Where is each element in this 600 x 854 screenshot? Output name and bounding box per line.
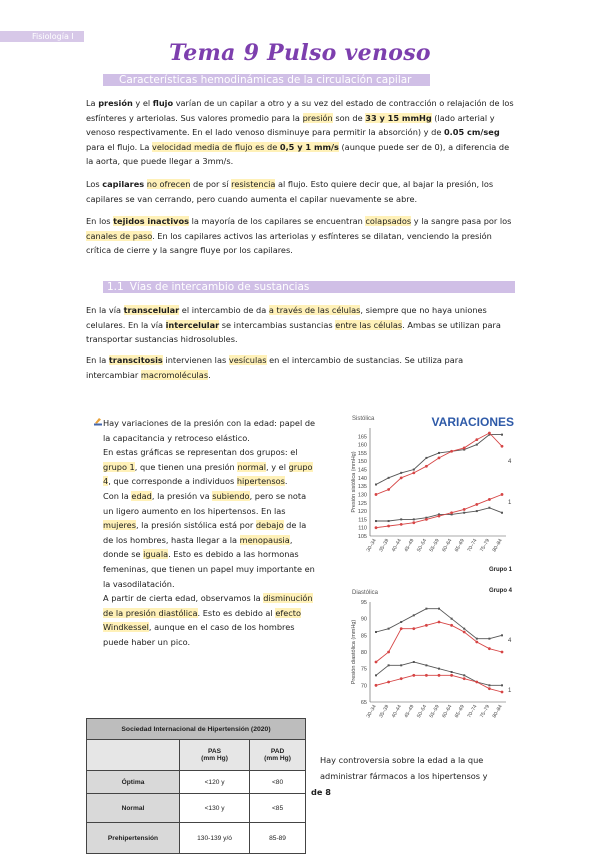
data-point: [450, 624, 453, 627]
paragraph-capillaries: Los capilares no ofrecen de por sí resistencia al flujo. Esto quiere decir que, al bajar la presión, los capilares se van cerrando, pero cuando aumenta el capilar nuevamente se abre.: [86, 179, 494, 204]
data-point: [476, 510, 478, 512]
data-point: [387, 681, 390, 684]
x-tick-label: 55–59: [428, 538, 441, 554]
chart-title: VARIACIONES: [431, 415, 514, 429]
data-point: [475, 503, 478, 506]
data-point: [501, 445, 504, 448]
series-line: [376, 609, 502, 639]
data-point: [412, 627, 415, 630]
y-tick-label: 140: [357, 475, 367, 482]
page-title: Tema 9 Pulso venoso: [169, 40, 431, 66]
data-point: [438, 668, 440, 670]
x-tick-label: 75–79: [478, 704, 492, 720]
group-annotation: Grupo 1: [488, 567, 512, 573]
section-heading-exchange: [103, 281, 515, 293]
x-tick-label: 40–44: [390, 538, 403, 554]
table-row: Prehipertensión 130-139 y/ó 85-89: [87, 823, 306, 854]
data-point: [488, 684, 490, 686]
data-point: [375, 661, 378, 664]
data-point: [475, 681, 478, 684]
data-point: [375, 483, 377, 485]
data-point: [400, 518, 402, 520]
x-tick-label: 75–79: [478, 538, 492, 554]
data-point: [501, 651, 504, 654]
data-point: [388, 477, 390, 479]
data-point: [463, 447, 466, 450]
series-label: 1: [508, 500, 512, 506]
data-point: [413, 661, 415, 663]
series-line: [376, 435, 502, 485]
data-point: [438, 457, 441, 460]
x-tick-label: 55–59: [428, 704, 441, 720]
y-tick-label: 125: [357, 500, 367, 507]
data-point: [375, 520, 377, 522]
data-point: [463, 674, 465, 676]
data-point: [375, 631, 377, 633]
data-point: [438, 674, 441, 677]
data-point: [412, 471, 415, 474]
data-point: [425, 465, 428, 468]
x-tick-label: 80–84: [491, 704, 504, 720]
data-point: [400, 621, 402, 623]
data-point: [375, 526, 378, 529]
table-row: Óptima <120 y <80: [87, 771, 306, 794]
x-tick-label: 40–44: [390, 704, 403, 720]
y-tick-label: 65: [360, 700, 367, 706]
y-tick-label: 135: [357, 484, 367, 491]
data-point: [438, 621, 441, 624]
y-tick-label: 145: [357, 467, 367, 474]
data-point: [425, 518, 428, 521]
data-point: [400, 677, 403, 680]
group-annotation: Grupo 4: [488, 588, 512, 594]
y-tick-label: 120: [357, 509, 367, 516]
data-point: [425, 608, 427, 610]
x-tick-label: 30–34: [365, 538, 378, 554]
data-point: [463, 628, 465, 630]
x-tick-label: 50–54: [415, 704, 429, 720]
data-point: [488, 432, 491, 435]
x-tick-label: 80–84: [491, 538, 504, 554]
data-point: [488, 498, 491, 501]
data-point: [488, 687, 491, 690]
table-header-pas: PAS (mm Hg): [180, 740, 250, 771]
table-header-empty: [87, 740, 180, 771]
x-tick-label: 65–69: [453, 704, 466, 720]
data-point: [413, 518, 415, 520]
table-row: Normal <130 y <85: [87, 794, 306, 823]
pen-bullet-icon: [94, 417, 103, 427]
data-point: [450, 450, 453, 453]
section-number: 1.1: [107, 281, 124, 293]
y-tick-label: 110: [358, 525, 367, 532]
y-tick-label: 80: [360, 650, 367, 656]
data-point: [425, 457, 427, 459]
side-note: Hay controversia sobre la edad a la que administrar fármacos a los hipertensos y: [320, 755, 488, 781]
y-tick-label: 150: [357, 459, 367, 466]
y-tick-label: 95: [360, 600, 367, 606]
series-label: 4: [508, 459, 512, 465]
x-tick-label: 45–49: [403, 704, 416, 720]
section-heading-text: Vías de intercambio de sustancias: [129, 281, 310, 293]
chart-subtitle: Sistólica: [352, 416, 375, 422]
series-line: [376, 495, 502, 528]
data-point: [387, 651, 390, 654]
section-heading-text: Características hemodinámicas de la circulación capilar: [119, 74, 412, 86]
data-point: [488, 507, 490, 509]
x-tick-label: 65–69: [453, 538, 466, 554]
x-tick-label: 60–64: [441, 538, 454, 554]
y-tick-label: 70: [360, 683, 367, 690]
data-point: [388, 628, 390, 630]
data-point: [501, 684, 503, 686]
data-point: [488, 638, 490, 640]
x-tick-label: 70–74: [466, 538, 479, 554]
y-tick-label: 85: [360, 633, 367, 640]
bullet-age-variation: Hay variaciones de la presión con la edad: papel de la capacitancia y retroceso elástico. En estas gráficas se representan dos grupos: el grupo 1, que tienen una presión normal, y el grupo 4, que corresponde a individuos hipertensos. Con la edad, la presión va subiendo, pero se nota un ligero aumento en los hipertensos. En las mujeres, la presión sistólica está por debajo de la de los hombres, hasta llegar a la menopausia, donde se iguala. Esto es debido a las hormonas femeninas, que tienen un papel muy importante en la vasodilatación. A partir de cierta edad, observamos la disminución de la presión diastólica. Esto es debido al efecto Windkessel, aunque en el caso de los hombres puede haber un pico.: [103, 416, 318, 650]
page-number: de 8: [311, 787, 331, 797]
y-tick-label: 165: [357, 434, 367, 441]
y-axis-label: Presión sistólica (mmHg): [351, 451, 357, 513]
table-header-pad: PAD (mm Hg): [250, 740, 306, 771]
data-point: [501, 512, 503, 514]
data-point: [375, 684, 378, 687]
subject-tag: Fisiología I: [0, 31, 84, 42]
data-point: [375, 674, 377, 676]
paragraph-inactive-tissue: En los tejidos inactivos la mayoría de los capilares se encuentran colapsados y la sangre pasa por los canales de paso. En los capilares activos las arteriolas y esfínteres se dilatan, venciendo la presión crítica de cierre y la sangre fluye por los capilares.: [86, 216, 512, 256]
x-tick-label: 35–39: [378, 538, 391, 554]
data-point: [438, 515, 441, 518]
series-line: [376, 662, 502, 685]
data-point: [413, 469, 415, 471]
data-point: [476, 444, 478, 446]
data-point: [475, 438, 478, 441]
data-point: [438, 452, 440, 454]
data-point: [475, 641, 478, 644]
data-point: [387, 488, 390, 491]
x-tick-label: 50–54: [415, 538, 429, 554]
paragraph-pathways: En la vía transcelular el intercambio de da a través de las células, siempre que no haya uniones celulares. En la vía intercelular se intercambias sustancias entre las células. Ambas se utilizan para transportar sustancias hidrosolubles.: [86, 305, 501, 345]
x-tick-label: 60–64: [441, 704, 454, 720]
data-point: [400, 476, 403, 479]
x-tick-label: 35–39: [378, 704, 391, 720]
data-point: [450, 674, 453, 677]
x-tick-label: 30–34: [365, 704, 378, 720]
data-point: [501, 493, 504, 496]
y-tick-label: 115: [358, 517, 367, 524]
chart-subtitle: Diastólica: [352, 590, 379, 596]
data-point: [412, 521, 415, 524]
data-point: [476, 638, 478, 640]
y-tick-label: 160: [357, 442, 367, 449]
data-point: [413, 614, 415, 616]
diastolic-chart: [330, 580, 520, 740]
data-point: [388, 664, 390, 666]
data-point: [425, 664, 427, 666]
hypertension-table: [86, 718, 306, 854]
paragraph-transcytosis: En la transcitosis intervienen las vesículas en el intercambio de sustancias. Se utiliza para intercambiar macromoléculas.: [86, 355, 464, 380]
data-point: [400, 627, 403, 630]
section-heading-hemodynamics: [103, 74, 430, 86]
data-point: [463, 512, 465, 514]
series-line: [376, 433, 502, 495]
series-label: 1: [508, 688, 512, 694]
data-point: [400, 523, 403, 526]
systolic-chart: [330, 408, 520, 578]
data-point: [501, 634, 503, 636]
series-line: [376, 622, 502, 662]
data-point: [400, 472, 402, 474]
data-point: [463, 677, 466, 680]
data-point: [425, 674, 428, 677]
data-point: [463, 631, 466, 634]
data-point: [451, 671, 453, 673]
series-label: 4: [508, 638, 512, 644]
paragraph-pressure-flow: La presión y el flujo varían de un capilar a otro y a su vez del estado de contracción o relajación de los esfínteres y arteriolas. Sus valores promedio para la presión son de 33 y 15 mmHg (lado arterial y venoso respectivamente. En el lado venoso disminuye para permitir la absorción) y de 0.05 cm/seg para el flujo. La velocidad media de flujo es de 0,5 y 1 mm/s (aunque puede ser de 0), a diferencia de la aorta, que puede llegar a 3mm/s.: [86, 98, 514, 167]
data-point: [451, 618, 453, 620]
data-point: [501, 434, 503, 436]
y-tick-label: 105: [357, 534, 367, 540]
y-tick-label: 130: [357, 492, 367, 499]
data-point: [501, 691, 504, 694]
data-point: [400, 664, 402, 666]
y-tick-label: 90: [360, 616, 367, 623]
x-tick-label: 70–74: [466, 704, 479, 720]
data-point: [412, 674, 415, 677]
data-point: [488, 647, 491, 650]
x-tick-label: 45–49: [403, 538, 416, 554]
data-point: [438, 608, 440, 610]
y-tick-label: 75: [360, 666, 367, 673]
data-point: [375, 493, 378, 496]
data-point: [463, 508, 466, 511]
y-tick-label: 155: [357, 450, 367, 457]
table-caption: Sociedad Internacional de Hipertensión (2020): [87, 719, 306, 740]
data-point: [450, 511, 453, 514]
data-point: [425, 624, 428, 627]
y-axis-label: Presión diastólica (mmHg): [351, 619, 357, 685]
data-point: [387, 525, 390, 528]
data-point: [388, 520, 390, 522]
